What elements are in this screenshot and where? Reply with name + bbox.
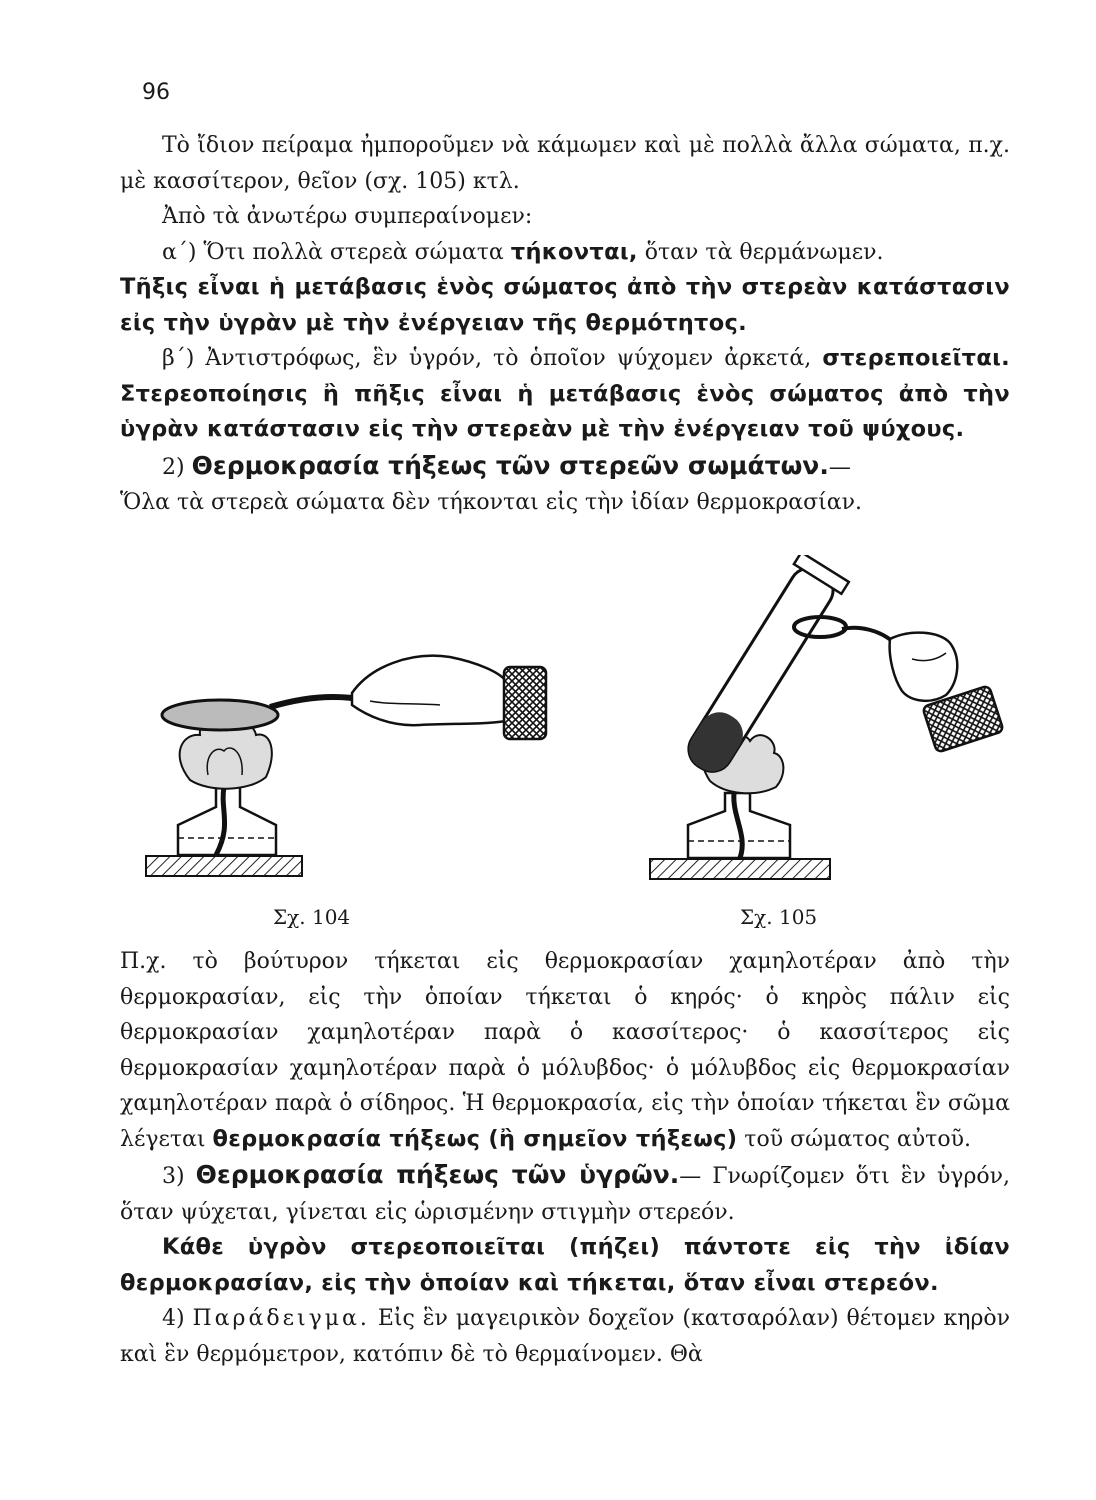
term-melting-point: θερμοκρασία τήξεως (ἢ σημεῖον τήξεως) (212, 1125, 738, 1152)
paragraph-examples (120, 944, 1010, 1157)
example-label: Παράδειγμα. (192, 1306, 370, 1331)
page-number: 96 (142, 80, 170, 105)
text-run: β΄) Ἀντιστρόφως, ἓν ὑγρόν, τὸ ὁποῖον ψύχομεν ἀρκετά, (162, 346, 823, 371)
figures-104-105 (120, 555, 1020, 895)
paragraph-conclusion-lead: Ἀπὸ τὰ ἀνωτέρω συμπεραίνομεν: (162, 204, 533, 229)
text-run: — Γνωρίζομεν ὅτι ἓν ὑγρόν, ὅταν ψύχεται, γίνεται εἰς ὡρισμένην στιγμὴν στερεόν. (120, 1164, 1011, 1225)
paragraph-melting (120, 235, 1010, 271)
cuff (504, 667, 546, 739)
text-block-top (120, 128, 1010, 521)
section-heading-4 (120, 1301, 1010, 1372)
text-run: α΄) Ὅτι πολλὰ στερεὰ σώματα (162, 239, 511, 265)
hand (890, 633, 958, 701)
figure-104 (146, 656, 546, 876)
section-number: 3) (162, 1164, 196, 1189)
definition-melting: Τῆξις εἶναι ἡ μετάβασις ἑνὸς σώματος ἀπὸ τὴν στερεὰν κατάστασιν εἰς τὴν ὑγρὰν μὲ τὴν ἐνέργειαν τῆς θερμότητος. (120, 274, 1010, 336)
paragraph-intro: Τὸ ἴδιον πείραμα ἠμποροῦμεν νὰ κάμωμεν καὶ μὲ πολλὰ ἄλλα σώματα, π.χ. μὲ κασσίτερον, θεῖον (σχ. 105) κτλ. (120, 133, 1010, 194)
paragraph-solidification (120, 341, 1010, 448)
base-plate (650, 859, 830, 879)
section-heading-3 (120, 1157, 1010, 1230)
caption-fig-104: Σχ. 104 (273, 905, 351, 929)
section-number: 2) (162, 454, 192, 480)
section-title: Θερμοκρασία πήξεως τῶν ὑγρῶν. (195, 1160, 680, 1189)
text-run: ὅταν τὰ θερμάνωμεν. (637, 239, 884, 265)
figure-105 (650, 555, 1004, 879)
flame (180, 722, 272, 789)
spoon-bowl (162, 700, 278, 730)
section-heading-2 (120, 448, 1010, 486)
dash: — (828, 454, 851, 480)
text-run: τοῦ σώματος αὐτοῦ. (737, 1126, 971, 1152)
section-title: Θερμοκρασία τήξεως τῶν στερεῶν σωμάτων. (191, 450, 829, 480)
hand (352, 656, 506, 725)
base-plate (146, 856, 302, 876)
text-block-bottom (120, 944, 1010, 1372)
section-number: 4) (162, 1306, 193, 1331)
text-run: Εἰς ἓν μαγειρικὸν δοχεῖον (κατσαρόλαν) θέτομεν κηρὸν καὶ ἓν θερμόμετρον, κατόπιν δὲ τὸ θερμαίνομεν. Θὰ (120, 1306, 1010, 1367)
rule-freezing: Κάθε ὑγρὸν στερεοποιεῖται (πήζει) πάντοτε εἰς τὴν ἰδίαν θερμοκρασίαν, εἰς τὴν ὁποίαν καὶ τήκεται, ὅταν εἶναι στερεόν. (120, 1234, 1010, 1296)
definition-solidification: στερεποιεῖται. Στερεοποίησις ἢ πῆξις εἶναι ἡ μετάβασις ἑνὸς σώματος ἀπὸ τὴν ὑγρὰν κατάστασιν εἰς τὴν στερεὰν μὲ τὴν ἐνέργειαν τοῦ ψύχους. (120, 345, 1010, 442)
bold-term: τήκονται, (510, 238, 638, 265)
caption-fig-105: Σχ. 105 (740, 905, 818, 929)
text-run: Π.χ. τὸ βούτυρον τήκεται εἰς θερμοκρασίαν χαμηλοτέραν ἀπὸ τὴν θερμοκρασίαν, εἰς τὴν ὁποίαν τήκεται ὁ κηρός· ὁ κηρὸς πάλιν εἰς θερμοκρασίαν χαμηλοτέραν παρὰ ὁ κασσίτερος· ὁ κασσίτερος εἰς θερμοκρασίαν χαμηλοτέραν παρὰ ὁ μόλυβδος· ὁ μόλυβδος εἰς θερμοκρασίαν χαμηλοτέραν παρὰ ὁ σίδηρος. Ἡ θερμοκρασία, εἰς τὴν ὁποίαν τήκεται ἓν σῶμα λέγεται (120, 949, 1010, 1152)
paragraph-temperatures: Ὅλα τὰ στερεὰ σώματα δὲν τήκονται εἰς τὴν ἰδίαν θερμοκρασίαν. (120, 490, 863, 515)
